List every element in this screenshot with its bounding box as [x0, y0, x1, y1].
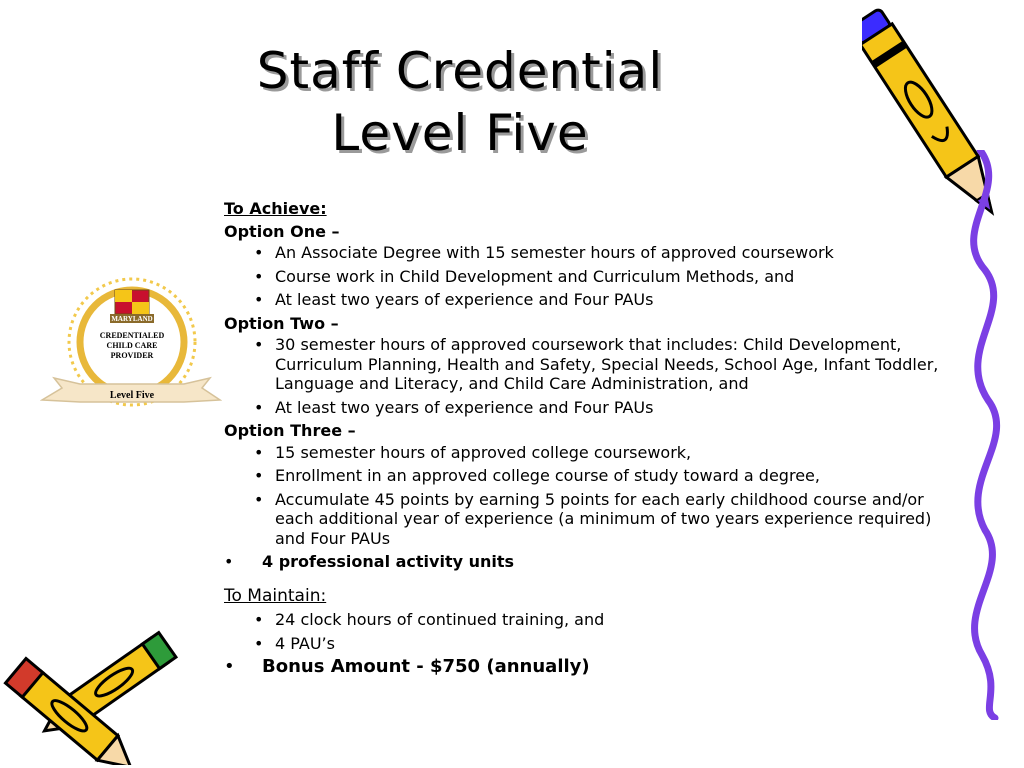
option-one-label: Option One – — [224, 221, 340, 241]
list-item: • Enrollment in an approved college course of study toward a degree, — [254, 466, 944, 486]
list-item: • 30 semester hours of approved coursework that includes: Child Development, Curriculum Planning, Health and Safety, Special Needs, School Age, Infant Toddler, Language and Literacy, and Child Care Administration, and — [254, 335, 944, 394]
option-one-list — [224, 243, 944, 310]
achieve-heading: To Achieve: — [224, 199, 327, 218]
bonus-amount: • Bonus Amount - $750 (annually) — [224, 657, 944, 677]
list-item: • Course work in Child Development and Curriculum Methods, and — [254, 267, 944, 287]
list-item: • At least two years of experience and Four PAUs — [254, 290, 944, 310]
maintain-heading: To Maintain: — [224, 585, 327, 606]
title-line-2: Level Five — [331, 104, 589, 162]
pencil-icon — [0, 615, 200, 765]
badge-ribbon-text: Level Five — [109, 390, 155, 401]
slide-title — [140, 40, 780, 164]
option-two-label: Option Two – — [224, 313, 339, 333]
list-item: • 4 PAU’s — [254, 634, 944, 654]
option-three-label: Option Three – — [224, 421, 356, 440]
badge-line-1: CREDENTIALED — [99, 331, 165, 340]
list-item: • Accumulate 45 points by earning 5 points for each early childhood course and/or each additional year of experience (a minimum of two years experience required) and Four PAUs — [254, 490, 944, 549]
list-item: • 24 clock hours of continued training, and — [254, 610, 944, 630]
list-item: • At least two years of experience and Four PAUs — [254, 398, 944, 418]
maintain-list — [224, 610, 944, 653]
option-three-list — [224, 443, 944, 549]
credential-badge — [40, 272, 222, 422]
slide-content — [224, 199, 944, 681]
list-item: • An Associate Degree with 15 semester hours of approved coursework — [254, 243, 944, 263]
badge-line-2: CHILD CARE — [106, 341, 158, 350]
badge-state: MARYLAND — [111, 315, 153, 323]
list-item: • 15 semester hours of approved college coursework, — [254, 443, 944, 463]
pau-note: • 4 professional activity units — [224, 552, 944, 572]
title-line-1: Staff Credential — [256, 42, 664, 100]
squiggle-line-icon — [940, 150, 1020, 720]
option-two-list — [224, 335, 944, 417]
badge-line-3: PROVIDER — [110, 351, 154, 360]
